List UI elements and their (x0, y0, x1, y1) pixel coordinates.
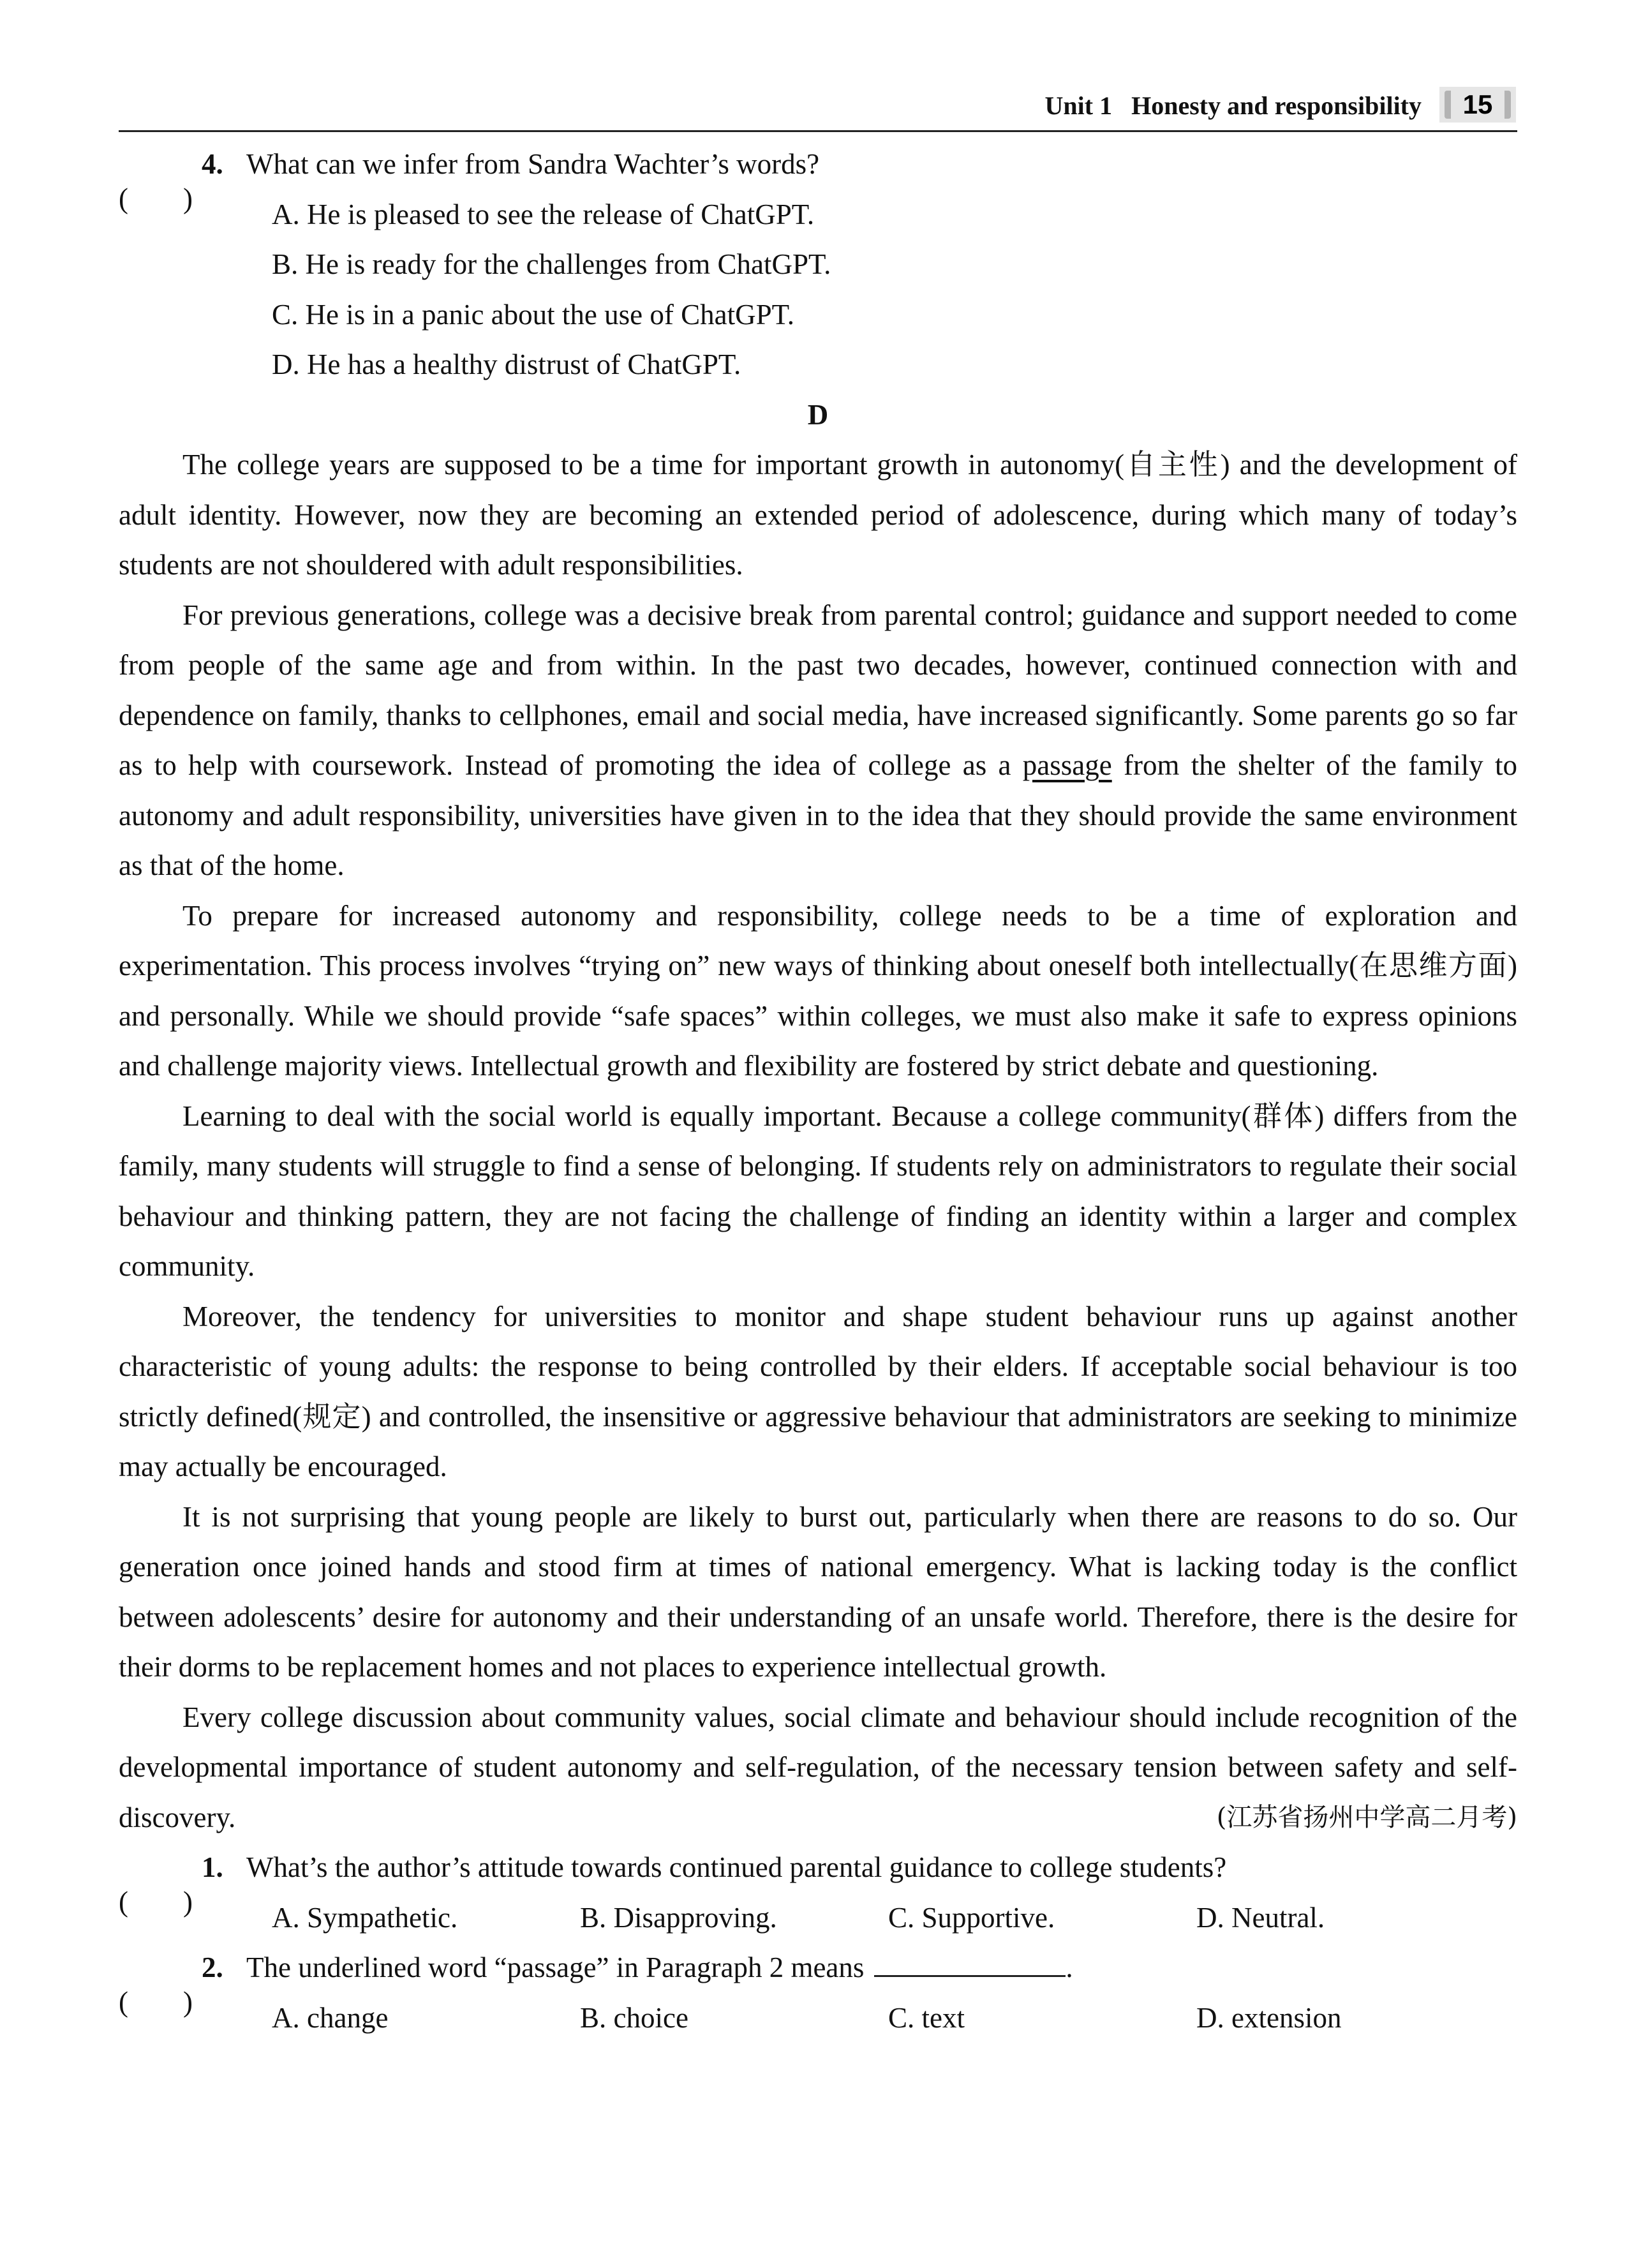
paragraph-3: To prepare for increased autonomy and responsibility, college needs to be a time of exploration and experimentation. This process involves “trying on” new ways of thinking about oneself both intellectually(在思维方面) and personally. While we should provide “safe spaces” within colleges, we must also make it safe to express opinions and challenge majority views. Intellectual growth and flexibility are fostered by strict debate and questioning. (119, 899, 1517, 1082)
question-number: 1. (202, 1851, 223, 1883)
question-1: ( ) 1. What’s the author’s attitude towards continued parental guidance to college students? (119, 1842, 1517, 1893)
unit-title: Honesty and responsibility (1131, 91, 1422, 120)
option-c: C. text (888, 2001, 965, 2034)
running-title (1045, 91, 1422, 121)
option-c: C. He is in a panic about the use of ChatGPT. (272, 298, 795, 331)
question-number: 4. (202, 148, 223, 180)
unit-label: Unit 1 (1044, 91, 1113, 120)
paragraph-5: Moreover, the tendency for universities to monitor and shape student behaviour runs up against another characteristic of young adults: the response to being controlled by their elders. If acceptable social behaviour is too strictly defined(规定) and controlled, the insensitive or aggressive behaviour that administrators are seeking to minimize may actually be encouraged. (119, 1300, 1517, 1482)
underlined-word: passage (1022, 749, 1112, 781)
option-a: A. Sympathetic. (272, 1901, 458, 1934)
section-heading: D (807, 398, 829, 431)
option-d: D. He has a healthy distrust of ChatGPT. (272, 348, 741, 380)
option-a: A. change (272, 2001, 389, 2034)
question-4: ( ) 4. What can we infer from Sandra Wachter’s words? (119, 139, 1517, 190)
paragraph-2: For previous generations, college was a decisive break from parental control; guidance and support needed to come from people of the same age and from within. In the past two decades, however, continued connection with and dependence on family, thanks to cellphones, email and social media, have increased significantly. Some parents go so far as to help with coursework. Instead of promoting the idea of college as a passage from the shelter of the family to autonomy and adult responsibility, universities have given in to the idea that they should provide the same environment as that of the home. (119, 599, 1517, 881)
option-b: B. Disapproving. (580, 1901, 777, 1934)
question-text: What’s the author’s attitude towards continued parental guidance to college students? (246, 1851, 1227, 1883)
source-citation: (江苏省扬州中学高二月考) (1216, 1802, 1517, 1832)
question-number: 2. (202, 1951, 223, 1983)
option-c: C. Supportive. (888, 1901, 1055, 1934)
question-1-options (119, 1893, 1517, 1943)
passage (119, 440, 1517, 1842)
page-header (119, 87, 1517, 132)
bracket-right-icon (1504, 91, 1511, 119)
question-2: ( ) 2. The underlined word “passage” in Paragraph 2 means . (119, 1943, 1517, 1993)
question-text: The underlined word “passage” in Paragraph 2 means (246, 1951, 865, 1983)
paragraph-4: Learning to deal with the social world is equally important. Because a college community(群体) differs from the family, many students will struggle to find a sense of belonging. If students rely on administrators to regulate their social behaviour and thinking pattern, they are not facing the challenge of finding an identity within a larger and complex community. (119, 1100, 1517, 1282)
fill-in-blank[interactable] (874, 1943, 1066, 1977)
bracket-left-icon (1445, 91, 1451, 119)
option-b: B. choice (580, 2001, 688, 2034)
option-a: A. He is pleased to see the release of ChatGPT. (272, 198, 815, 230)
paragraph-7: Every college discussion about community values, social climate and behaviour should include recognition of the developmental importance of student autonomy and self-regulation, of the necessary tension between safety and self-discovery. (江苏省扬州中学高二月考) (119, 1692, 1517, 1843)
page-number-box (1439, 87, 1516, 123)
question-text: What can we infer from Sandra Wachter’s words? (246, 148, 820, 180)
paragraph-1: The college years are supposed to be a time for important growth in autonomy(自主性) and the development of adult identity. However, now they are becoming an extended period of adolescence, during which many of today’s students are not shouldered with adult responsibilities. (119, 449, 1517, 581)
option-d: D. extension (1196, 2001, 1342, 2034)
page-number: 15 (1462, 89, 1493, 119)
paragraph-6: It is not surprising that young people are likely to burst out, particularly when there are reasons to do so. Our generation once joined hands and stood firm at times of national emergency. What is lacking today is the conflict between adolescents’ desire for autonomy and their understanding of an unsafe world. Therefore, there is the desire for their dorms to be replacement homes and not places to experience intellectual growth. (119, 1500, 1517, 1683)
option-b: B. He is ready for the challenges from ChatGPT. (272, 248, 831, 280)
question-2-options (119, 1993, 1517, 2043)
page-content (119, 139, 1517, 2043)
option-d: D. Neutral. (1196, 1901, 1325, 1934)
